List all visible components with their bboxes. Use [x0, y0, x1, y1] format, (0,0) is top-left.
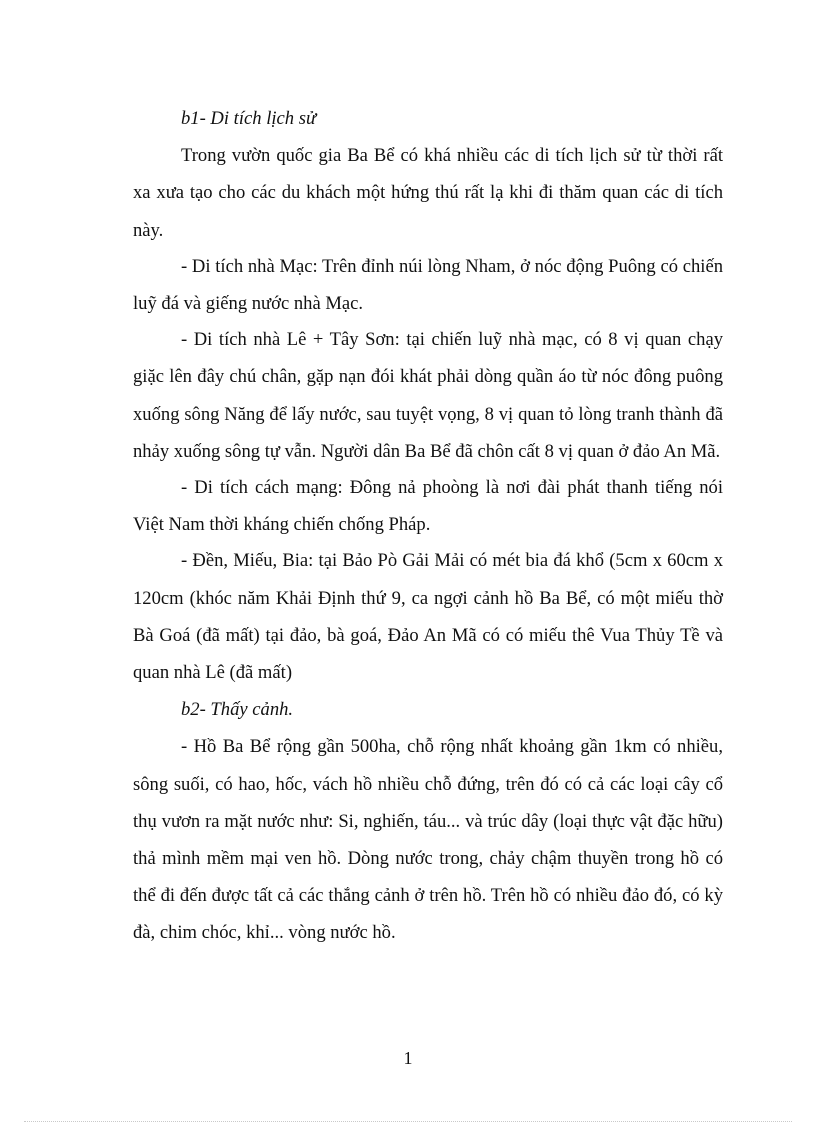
section-heading-b1: b1- Di tích lịch sử — [181, 108, 317, 129]
paragraph-le-tayson-relic: - Di tích nhà Lê + Tây Sơn: tại chiến luỹ nhà mạc, có 8 vị quan chạy giặc lên đây chú chân, gặp nạn đói khát phải dòng quần áo từ nóc đông puông xuống sông Năng để lấy nước, sau tuyệt vọng, 8 vị quan tỏ lòng tranh thành đã nhảy xuống sông tự vẫn. Người dân Ba Bể đã chôn cất 8 vị quan ở đảo An Mã. — [133, 329, 723, 462]
document-body — [133, 100, 723, 952]
paragraph-intro: Trong vườn quốc gia Ba Bể có khá nhiều các di tích lịch sử từ thời rất xa xưa tạo cho các du khách một hứng thú rất lạ khi đi thăm quan các di tích này. — [133, 145, 723, 241]
paragraph-revolution-relic: - Di tích cách mạng: Đông nả phoòng là nơi đài phát thanh tiếng nói Việt Nam thời kháng chiến chống Pháp. — [133, 477, 723, 536]
page-bottom-rule — [24, 1121, 792, 1122]
paragraph-temples: - Đền, Miếu, Bia: tại Bảo Pò Gải Mải có mét bia đá khổ (5cm x 60cm x 120cm (khóc năm Khải Định thứ 9, ca ngợi cảnh hồ Ba Bể, có một miếu thờ Bà Goá (đã mất) tại đảo, bà goá, Đảo An Mã có có miếu thê Vua Thủy Tề và quan nhà Lê (đã mất) — [133, 550, 723, 684]
page-number: 1 — [403, 1048, 413, 1068]
paragraph-lake: - Hồ Ba Bể rộng gần 500ha, chỗ rộng nhất khoảng gần 1km có nhiều, sông suối, có hao, hốc, vách hồ nhiều chỗ đứng, trên đó có cả các loại cây cổ thụ vươn ra mặt nước như: Si, nghiến, táu... và trúc dây (loại thực vật đặc hữu) thả mình mềm mại ven hồ. Dòng nước trong, chảy chậm thuyền trong hồ có thể đi đến được tất cả các thắng cảnh ở trên hồ. Trên hồ có nhiều đảo đó, có kỳ đà, chim chóc, khỉ... vòng nước hồ. — [133, 736, 723, 944]
section-heading-b2: b2- Thấy cảnh. — [181, 699, 294, 721]
paragraph-mac-relic: - Di tích nhà Mạc: Trên đỉnh núi lòng Nham, ở nóc động Puông có chiến luỹ đá và giếng nước nhà Mạc. — [133, 255, 723, 315]
